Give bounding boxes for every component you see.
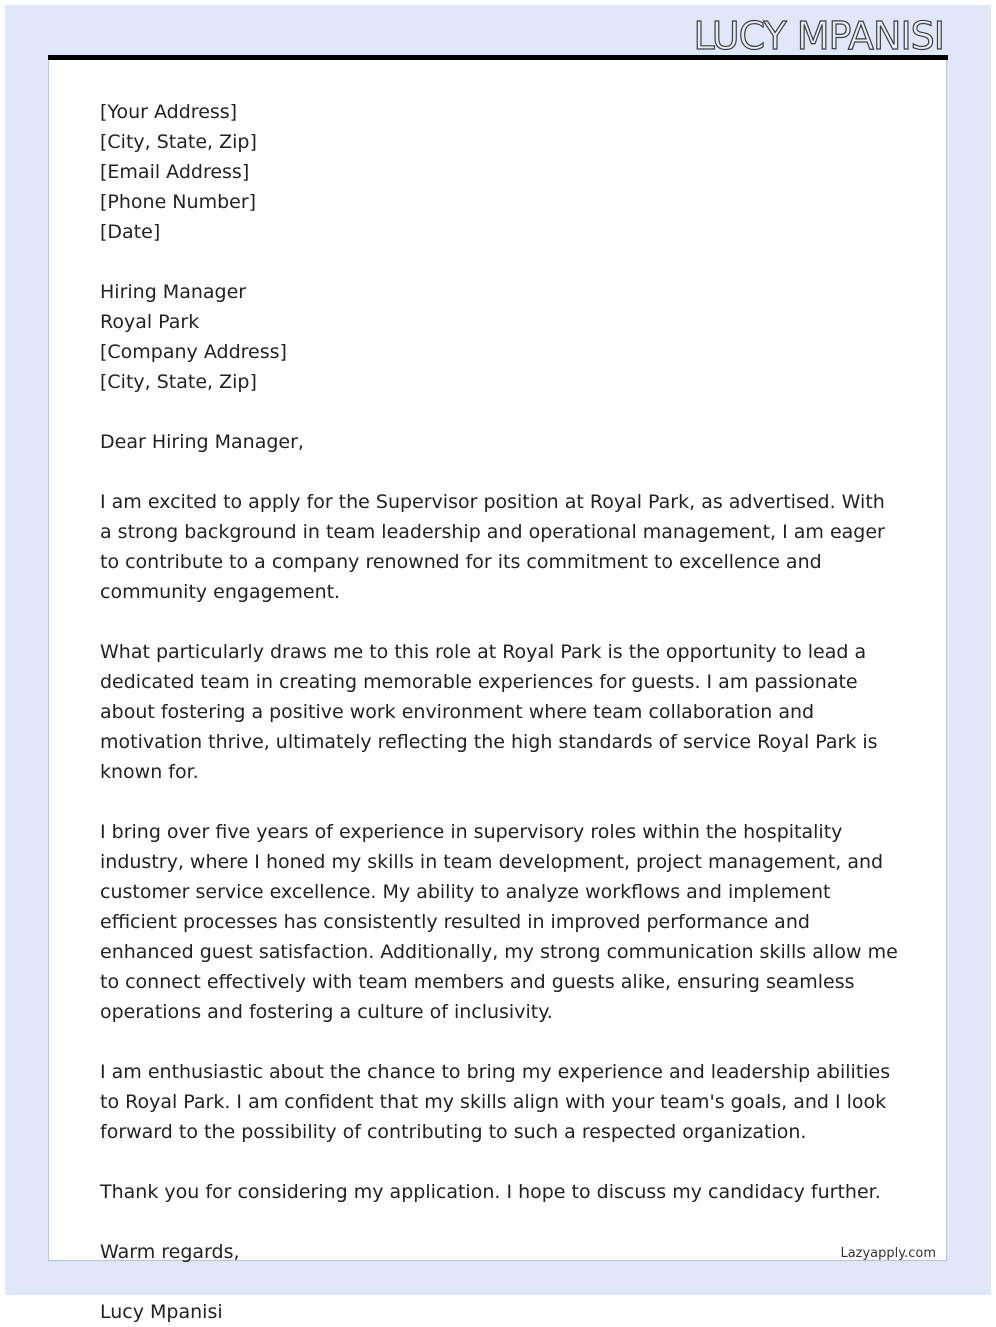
paragraph-thanks: Thank you for considering my application. I hope to discuss my candidacy further. [100,1181,881,1203]
recipient-city: [City, State, Zip] [100,371,257,393]
paragraph-experience: I bring over five years of experience in supervisory roles within the hospitality industry, where I honed my skills in team development, project management, and customer service excellence. My ability to analyze workflows and implement efficient processes has consistently resulted in improved performance and enhanced guest satisfaction. Additionally, my strong communication skills allow me to connect effectively with team members and guests alike, ensuring seamless operations and fostering a culture of inclusivity. [100,821,898,1023]
footer-brand: Lazyapply.com [840,1246,936,1261]
paragraph-motivation: What particularly draws me to this role at Royal Park is the opportunity to lead a dedicated team in creating memorable experiences for guests. I am passionate about fostering a positive work environment where team collaboration and motivation thrive, ultimately reflecting the high standards of service Royal Park is known for. [100,641,878,783]
closing: Warm regards, [100,1241,240,1263]
sender-email: [Email Address] [100,161,250,183]
sender-phone: [Phone Number] [100,191,257,213]
sender-address: [Your Address] [100,101,238,123]
letter-date: [Date] [100,221,161,243]
applicant-name-header: LUCY MPANISI [693,14,944,58]
recipient-title: Hiring Manager [100,281,247,303]
sender-city: [City, State, Zip] [100,131,257,153]
recipient-company: Royal Park [100,311,200,333]
recipient-address: [Company Address] [100,341,287,363]
salutation: Dear Hiring Manager, [100,431,304,453]
paragraph-intro: I am excited to apply for the Supervisor position at Royal Park, as advertised. With a strong background in team leadership and operational management, I am eager to contribute to a company renowned for its commitment to excellence and community engagement. [100,491,885,603]
paragraph-enthusiasm: I am enthusiastic about the chance to bring my experience and leadership abilities to Royal Park. I am confident that my skills align with your team's goals, and I look forward to the possibility of contributing to such a respected organization. [100,1061,891,1143]
cover-letter-body [100,97,900,1327]
recipient-block [100,277,900,397]
sender-block [100,97,900,247]
signature: Lucy Mpanisi [100,1301,223,1323]
